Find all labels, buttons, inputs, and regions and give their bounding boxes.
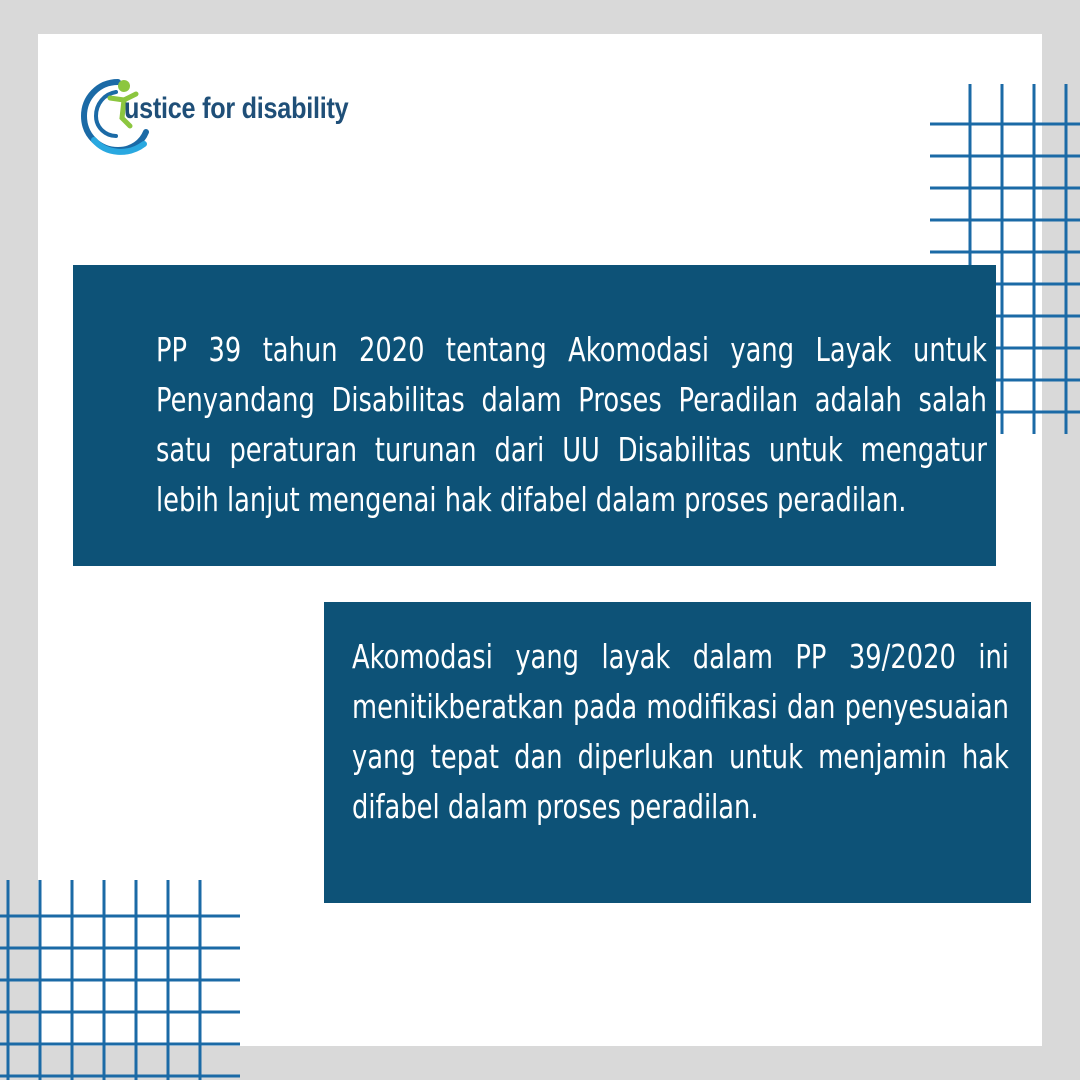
- grid-decoration-bottom-left: [0, 880, 240, 1080]
- info-box-2: [324, 602, 1031, 903]
- info-text-1: PP 39 tahun 2020 tentang Akomodasi yang Layak untuk Penyandang Disabilitas dalam Proses Peradilan adalah salah satu peraturan turunan dari UU Disabilitas untuk mengatur lebih lanjut mengenai hak difabel dalam proses peradilan.: [156, 330, 987, 519]
- brand-name: ustice for disability: [124, 92, 349, 125]
- info-box-1: [73, 265, 996, 566]
- brand-logo: [80, 74, 380, 160]
- info-text-2: Akomodasi yang layak dalam PP 39/2020 ini menitikberatkan pada modifikasi dan penyesuaian yang tepat dan diperlukan untuk menjamin hak difabel dalam proses peradilan.: [352, 637, 1009, 826]
